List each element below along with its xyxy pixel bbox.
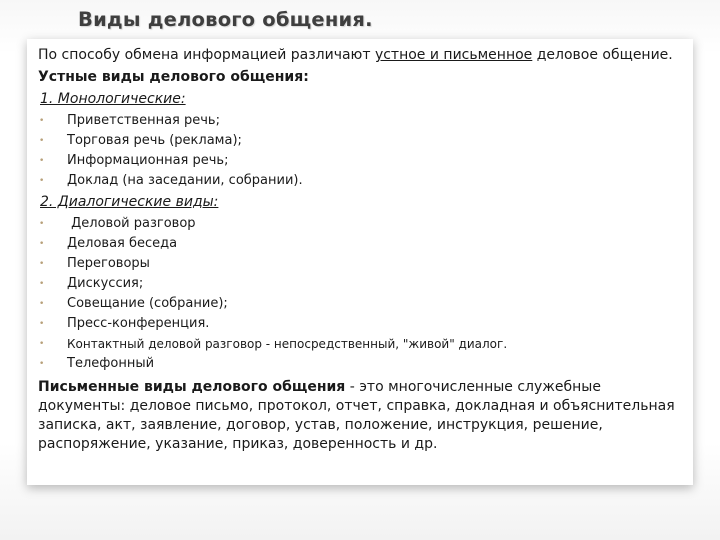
written-rest: - это многочисленные служебные документы: деловое письмо, протокол, отчет, справка, докладная и объяснительная записка, акт, заявление, договор, устав, положение, инструкция, решение, распоряжение, указание, приказ, доверенность и др. bbox=[38, 379, 675, 452]
slide-title: Виды делового общения. bbox=[78, 8, 373, 31]
intro-prefix: По способу обмена информацией различают bbox=[38, 47, 375, 63]
bullet-icon: • bbox=[39, 359, 45, 369]
dialogic-list bbox=[38, 214, 690, 374]
list-item: • Деловой разговор bbox=[38, 214, 690, 234]
bullet-icon: • bbox=[39, 279, 45, 289]
bullet-icon: • bbox=[39, 259, 45, 269]
monologic-heading: 1. Монологические: bbox=[40, 91, 186, 107]
list-item: • Приветственная речь; bbox=[38, 111, 690, 131]
list-item: • Доклад (на заседании, собрании). bbox=[38, 171, 690, 191]
list-item: • Переговоры bbox=[38, 254, 690, 274]
list-item: • Деловая беседа bbox=[38, 234, 690, 254]
list-item: • Дискуссия; bbox=[38, 274, 690, 294]
written-paragraph bbox=[38, 378, 690, 454]
monologic-list bbox=[38, 111, 690, 191]
intro-underlined: устное и письменное bbox=[374, 47, 533, 63]
list-item: • Контактный деловой разговор - непосредственный, "живой" диалог. bbox=[38, 334, 690, 354]
intro-suffix: деловое общение. bbox=[532, 47, 673, 63]
list-item: • Пресс-конференция. bbox=[38, 314, 690, 334]
bullet-icon: • bbox=[39, 219, 45, 229]
oral-heading: Устные виды делового общения: bbox=[38, 69, 309, 85]
bullet-icon: • bbox=[39, 176, 45, 186]
list-item: • Совещание (собрание); bbox=[38, 294, 690, 314]
bullet-icon: • bbox=[39, 319, 45, 329]
list-item: • Информационная речь; bbox=[38, 151, 690, 171]
written-bold: Письменные виды делового общения bbox=[38, 379, 346, 395]
bullet-icon: • bbox=[39, 239, 45, 249]
bullet-icon: • bbox=[39, 339, 45, 349]
bullet-icon: • bbox=[39, 136, 45, 146]
bullet-icon: • bbox=[39, 156, 45, 166]
bullet-icon: • bbox=[39, 299, 45, 309]
list-item: • Торговая речь (реклама); bbox=[38, 131, 690, 151]
intro-paragraph bbox=[38, 46, 690, 65]
slide-body bbox=[38, 46, 690, 454]
list-item: • Телефонный bbox=[38, 354, 690, 374]
bullet-icon: • bbox=[39, 116, 45, 126]
dialogic-heading: 2. Диалогические виды: bbox=[40, 194, 219, 210]
